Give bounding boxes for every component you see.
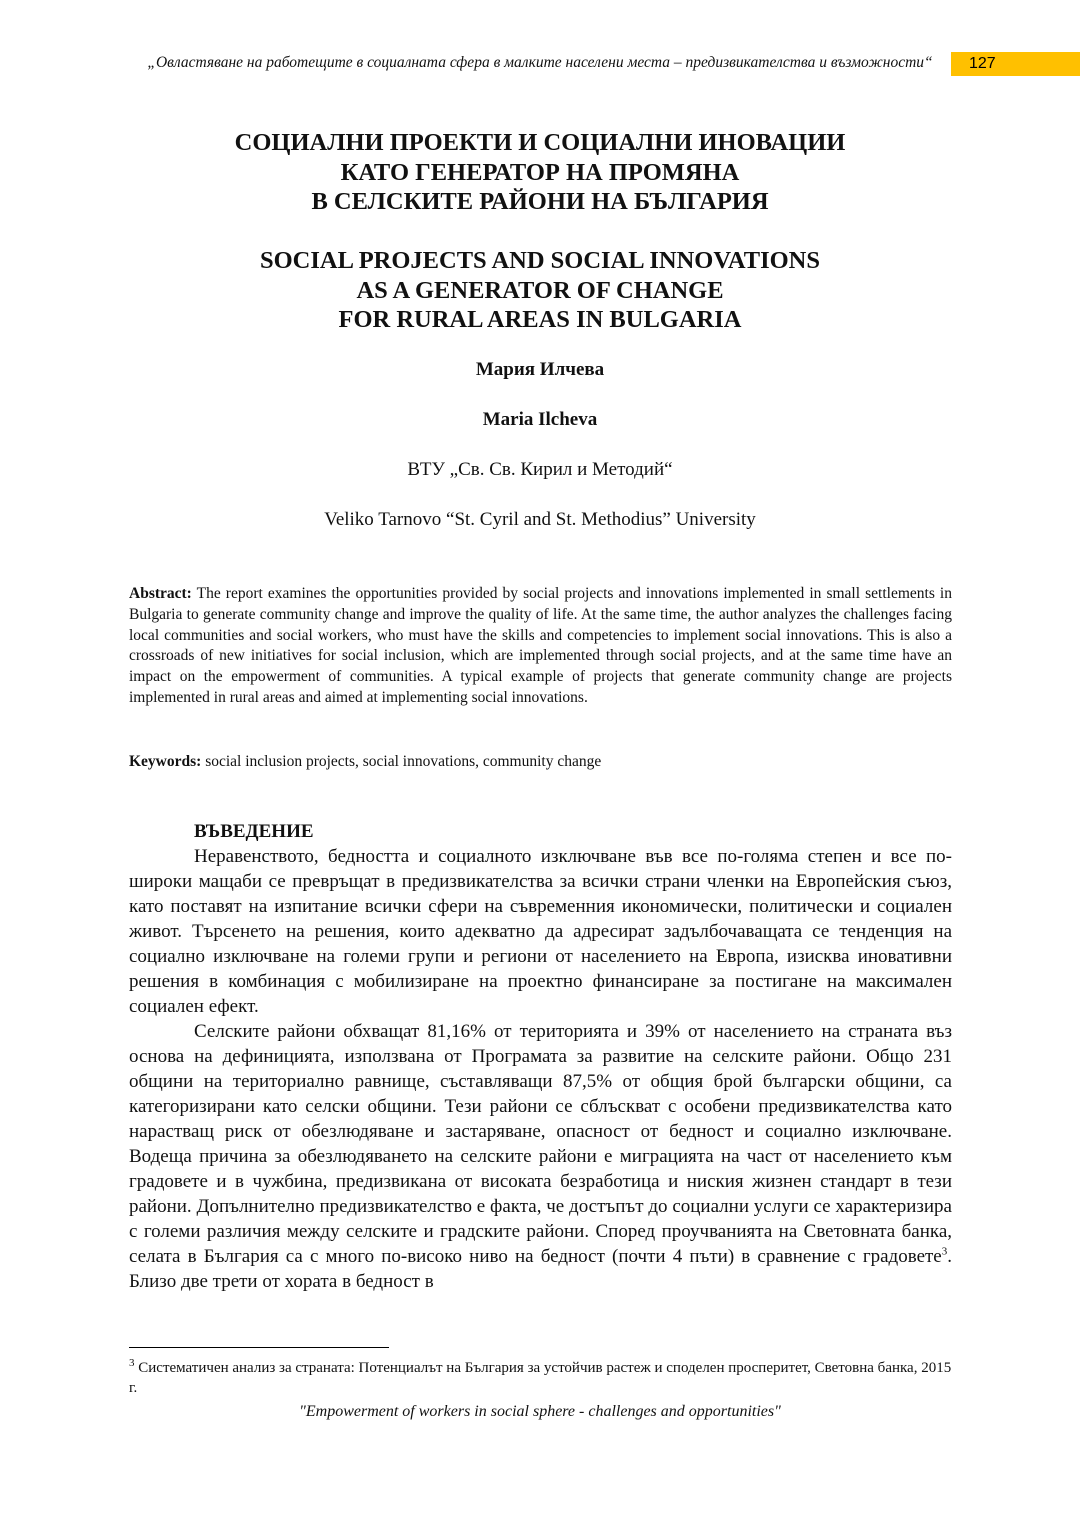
footnote <box>129 1358 952 1398</box>
keywords-text: social inclusion projects, social innovations, community change <box>205 753 602 770</box>
title-english <box>0 246 1080 335</box>
running-header: „Овластяване на работещите в социалната сфера в малките населени места – предизвикателства и възможности“ <box>147 54 933 71</box>
keywords-label: Keywords: <box>129 753 202 770</box>
title-bg-line: СОЦИАЛНИ ПРОЕКТИ И СОЦИАЛНИ ИНОВАЦИИ <box>234 129 846 156</box>
title-bg-line: В СЕЛСКИТЕ РАЙОНИ НА БЪЛГАРИЯ <box>311 188 769 215</box>
title-en-line: AS A GENERATOR OF CHANGE <box>356 276 724 304</box>
introduction-body <box>129 844 952 1294</box>
abstract <box>129 584 952 709</box>
paragraph <box>129 1019 952 1294</box>
abstract-text: The report examines the opportunities provided by social projects and innovations implemented in small settlements in Bulgaria to generate community change and improve the quality of life. At the same time, the author analyzes the challenges facing local communities and social workers, who must have the skills and competencies to implement social innovations. This is also a crossroads of new initiatives for social inclusion, which are implemented through social projects, and at the same time have an impact on the empowerment of communities. A typical example of projects that generate community change are projects implemented in rural areas and aimed at implementing social innovations. <box>129 585 952 706</box>
title-bg-line: КАТО ГЕНЕРАТОР НА ПРОМЯНА <box>340 158 740 186</box>
paragraph-text: Селските райони обхващат 81,16% от територията и 39% от населението на страната въз основа на дефиницията, използвана от Програмата за развитие на селските райони. Общо 231 общини на териториално равнище, съставляващи 87,5% от общия брой български общини, са категоризирани като селски общини. Тези райони се сблъскват с особени предизвикателства като нарастващ риск от обезлюдяване и застаряване, опасност от бедност и социално изключване. Водеща причина за обезлюдяването на селските райони е миграцията на част от населението към градовете и в чужбина, предизвикана от високата безработица и ниския жизнен стандарт в тези райони. Допълнително предизвикателство е факта, че достъпът до социални услуги се характеризира с големи различия между селските и градските райони. Според проучванията на Световната банка, селата в България са с много по-високо ниво на бедност (почти 4 пъти) в сравнение с градовете <box>129 1021 952 1267</box>
paragraph-text: . Близо две трети от хората в бедност в <box>129 1246 952 1292</box>
paragraph: Неравенството, бедността и социалното изключване във все по-голяма степен и все по-широки мащаби се превръщат в предизвикателства за всички страни членки на Европейския съюз, като поставят на изпитание всички сфери на съвременния икономически, политически и социален живот. Търсенето на решения, които адекватно да адресират задълбочаващата се тенденция на социално изключване на големи групи и региони от населението на Европа, изисква иновативни решения в комбинация с мобилизиране на проектно финансиране за постигане на максимален социален ефект. <box>129 846 952 1017</box>
author-name-en: Maria Ilcheva <box>482 409 598 430</box>
title-bulgarian <box>0 128 1080 217</box>
affiliation-bg: ВТУ „Св. Св. Кирил и Методий“ <box>407 459 673 480</box>
affiliation-en: Veliko Tarnovo “St. Cyril and St. Methodius” University <box>324 509 756 530</box>
abstract-label: Abstract: <box>129 585 192 602</box>
page-number-badge: 127 <box>951 52 1080 76</box>
author-name-bg: Мария Илчева <box>475 359 605 380</box>
title-en-line: FOR RURAL AREAS IN BULGARIA <box>338 306 742 333</box>
footnote-divider <box>129 1347 389 1348</box>
title-en-line: SOCIAL PROJECTS AND SOCIAL INNOVATIONS <box>259 247 821 274</box>
footnote-reference[interactable]: 3 <box>941 1245 948 1258</box>
footnote-number: 3 <box>129 1357 135 1369</box>
section-heading-introduction: ВЪВЕДЕНИЕ <box>194 821 314 842</box>
running-footer: "Empowerment of workers in social sphere - challenges and opportunities" <box>299 1403 781 1420</box>
footnote-text: Систематичен анализ за страната: Потенциалът на България за устойчив растеж и споделен просперитет, Световна банка, 2015 г. <box>129 1360 952 1396</box>
keywords <box>129 752 952 772</box>
